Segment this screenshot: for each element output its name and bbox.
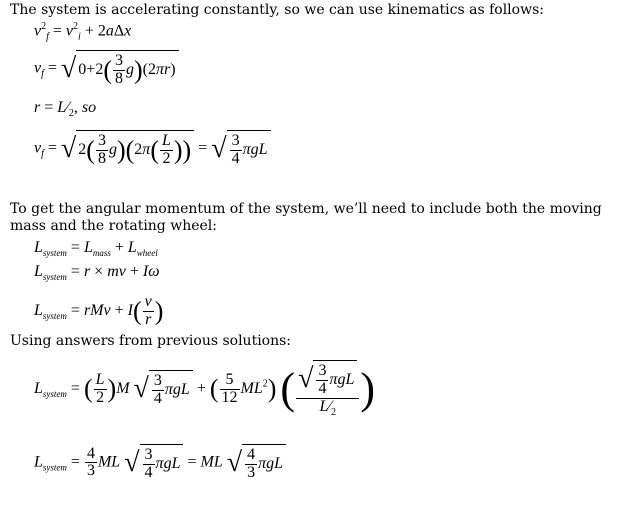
equation-final-velocity: $v_f$ = √ 0+2( $\frac{3}{8}$ g)(2πr): [34, 50, 179, 88]
equation-angular-sum: $L_{system} = L_{mass} + L_{wheel}$: [34, 239, 158, 258]
angular-momentum-intro: To get the angular momentum of the system, we’ll need to include both the moving mass and the rotating wheel:: [10, 201, 602, 234]
intro-text: The system is accelerating constantly, so we can use kinematics as follows:: [10, 2, 544, 18]
equation-angular-substituted: $L_{system}$ = rMv + I( $\frac{v}{r}$ ): [34, 293, 164, 328]
equation-angular-simplified: $L_{system}$ = $\frac{4}{3}$ ML √ $\frac{3}{4}$ πgL = ML √ $\frac{4}{3}$ πgL: [34, 444, 286, 482]
so-word: so: [81, 99, 97, 116]
previous-solutions-text: Using answers from previous solutions:: [10, 333, 292, 349]
equation-final-velocity-L: $v_f$ = √ 2( $\frac{3}{8}$ g)(2π( $\frac{L}{2}$ )) = √ $\frac{3}{4}$ πgL: [34, 130, 271, 168]
equation-radius: $r = L⁄_2$, so: [34, 99, 97, 120]
equation-angular-final-long: $L_{system}$ = ( $\frac{L}{2}$ )M √ $\frac{3}{4}$ πgL + ( $\frac{5}{12}$ $ML^2$) ( √ $\frac{3}{4}$ πgL $L⁄_2$ ): [34, 362, 376, 418]
equation-angular-components: $L_{system} = r$ × mv + Iω: [34, 263, 160, 282]
equation-kinematics: $v^2_f = v^2_i + 2a\Delta x$: [34, 21, 132, 43]
